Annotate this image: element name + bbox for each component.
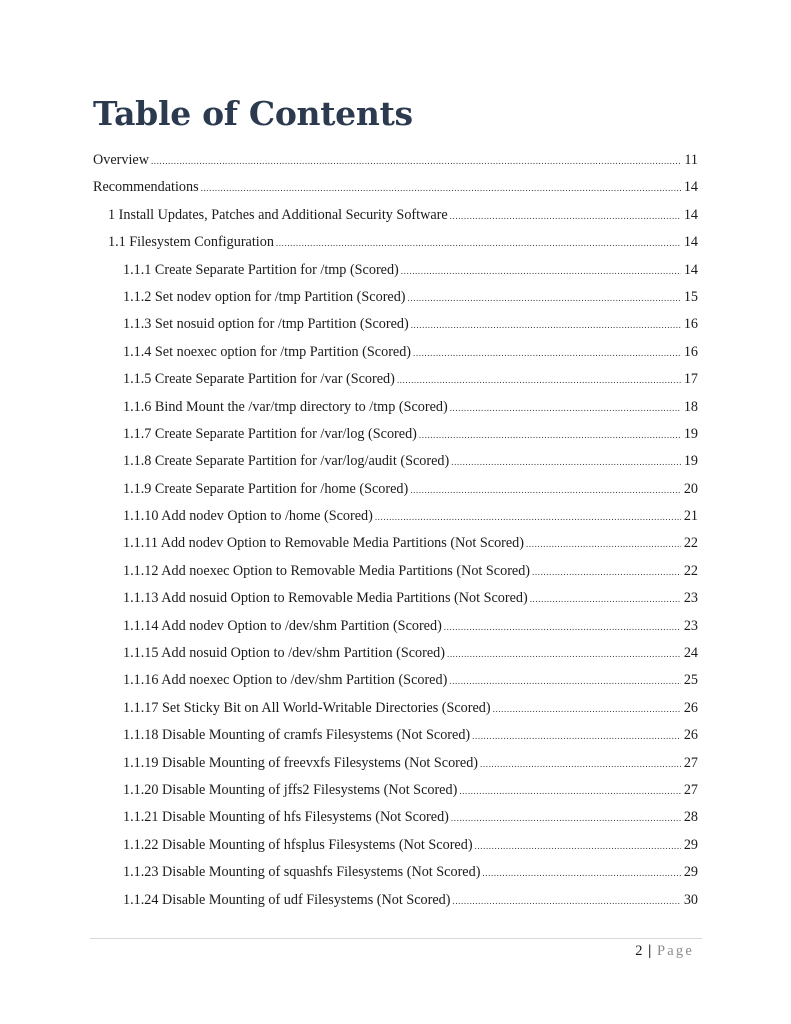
toc-entry-title: 1.1.20 Disable Mounting of jffs2 Filesystems (Not Scored) xyxy=(123,781,458,798)
toc-entry[interactable] xyxy=(93,202,698,229)
toc-entry[interactable] xyxy=(93,804,698,831)
toc-entry-page-number: 29 xyxy=(683,836,698,853)
toc-entry-page-number: 16 xyxy=(683,316,698,333)
toc-entry-title: 1.1 Filesystem Configuration xyxy=(108,234,274,251)
toc-entry-title: 1.1.22 Disable Mounting of hfsplus Filesystems (Not Scored) xyxy=(123,836,473,853)
toc-dot-leader xyxy=(451,449,681,476)
page-title: Table of Contents xyxy=(93,94,413,133)
toc-dot-leader xyxy=(493,696,681,723)
toc-dot-leader xyxy=(530,586,681,613)
footer-page-number: 2 xyxy=(635,943,643,959)
toc-entry-title: 1.1.8 Create Separate Partition for /var/log/audit (Scored) xyxy=(123,453,450,470)
toc-entry-title: 1.1.7 Create Separate Partition for /var/log (Scored) xyxy=(123,425,417,442)
toc-entry-title: Overview xyxy=(93,152,149,168)
toc-entry-page-number: 22 xyxy=(683,562,698,579)
toc-dot-leader xyxy=(408,285,681,312)
toc-entry-page-number: 14 xyxy=(683,206,698,223)
toc-entry-title: 1.1.12 Add noexec Option to Removable Media Partitions (Not Scored) xyxy=(123,562,531,579)
toc-entry-page-number: 16 xyxy=(683,343,698,360)
toc-dot-leader xyxy=(482,860,680,887)
toc-entry-page-number: 30 xyxy=(683,891,698,908)
toc-entry[interactable] xyxy=(93,777,698,804)
toc-entry-title: 1.1.3 Set nosuid option for /tmp Partition (Scored) xyxy=(123,316,409,333)
page-footer xyxy=(635,941,694,961)
toc-dot-leader xyxy=(419,422,681,449)
toc-entry-page-number: 27 xyxy=(683,754,698,771)
toc-entry[interactable] xyxy=(93,339,698,366)
toc-entry-page-number: 15 xyxy=(683,288,698,305)
toc-entry-page-number: 27 xyxy=(683,781,698,798)
toc-dot-leader xyxy=(397,367,681,394)
toc-entry-title: 1.1.16 Add noexec Option to /dev/shm Partition (Scored) xyxy=(123,672,448,689)
toc-entry[interactable] xyxy=(93,750,698,777)
toc-entry-title: 1.1.13 Add nosuid Option to Removable Media Partitions (Not Scored) xyxy=(123,590,528,607)
toc-entry[interactable] xyxy=(93,640,698,667)
toc-dot-leader xyxy=(475,833,681,860)
toc-entry-page-number: 21 xyxy=(683,508,698,525)
toc-dot-leader xyxy=(447,641,681,668)
toc-dot-leader xyxy=(526,531,681,558)
toc-dot-leader xyxy=(151,148,681,175)
footer-separator: | xyxy=(648,943,652,959)
toc-dot-leader xyxy=(276,230,681,257)
toc-entry-page-number: 23 xyxy=(683,590,698,607)
toc-entry-page-number: 14 xyxy=(683,179,698,196)
toc-entry-page-number: 20 xyxy=(683,480,698,497)
toc-entry-page-number: 14 xyxy=(683,261,698,278)
toc-entry-title: 1.1.6 Bind Mount the /var/tmp directory to /tmp (Scored) xyxy=(123,398,448,415)
toc-entry[interactable] xyxy=(93,366,698,393)
toc-entry-page-number: 19 xyxy=(683,425,698,442)
toc-entry-title: 1.1.15 Add nosuid Option to /dev/shm Partition (Scored) xyxy=(123,645,445,662)
toc-entry-title: 1.1.4 Set noexec option for /tmp Partition (Scored) xyxy=(123,343,412,360)
toc-entry-title: 1.1.1 Create Separate Partition for /tmp (Scored) xyxy=(123,261,399,278)
toc-entry[interactable] xyxy=(93,394,698,421)
toc-dot-leader xyxy=(411,312,681,339)
toc-entry-title: 1.1.21 Disable Mounting of hfs Filesystems (Not Scored) xyxy=(123,809,449,826)
toc-entry-title: 1.1.23 Disable Mounting of squashfs Filesystems (Not Scored) xyxy=(123,864,481,881)
toc-dot-leader xyxy=(450,395,681,422)
toc-dot-leader xyxy=(449,668,681,695)
toc-entry[interactable] xyxy=(93,147,698,174)
toc-entry-title: 1.1.11 Add nodev Option to Removable Media Partitions (Not Scored) xyxy=(123,535,525,552)
toc-dot-leader xyxy=(452,888,680,915)
toc-dot-leader xyxy=(451,805,681,832)
toc-entry-page-number: 29 xyxy=(683,864,698,881)
toc-dot-leader xyxy=(472,723,681,750)
toc-entry[interactable] xyxy=(93,667,698,694)
toc-dot-leader xyxy=(532,559,681,586)
toc-entry-title: 1.1.14 Add nodev Option to /dev/shm Partition (Scored) xyxy=(123,617,442,634)
toc-entry[interactable] xyxy=(93,695,698,722)
toc-entry-title: 1.1.24 Disable Mounting of udf Filesystems (Not Scored) xyxy=(123,891,451,908)
toc-entry[interactable] xyxy=(93,859,698,886)
toc-entry-page-number: 23 xyxy=(683,617,698,634)
toc-entry[interactable] xyxy=(93,476,698,503)
table-of-contents xyxy=(93,147,698,914)
toc-entry-title: 1.1.18 Disable Mounting of cramfs Filesystems (Not Scored) xyxy=(123,727,471,744)
toc-entry-title: 1.1.9 Create Separate Partition for /home (Scored) xyxy=(123,480,409,497)
toc-dot-leader xyxy=(201,175,681,202)
toc-entry[interactable] xyxy=(93,613,698,640)
toc-entry-page-number: 28 xyxy=(683,809,698,826)
toc-entry-page-number: 19 xyxy=(683,453,698,470)
toc-entry[interactable] xyxy=(93,722,698,749)
toc-entry-page-number: 14 xyxy=(683,234,698,251)
toc-entry-page-number: 22 xyxy=(683,535,698,552)
toc-entry[interactable] xyxy=(93,229,698,256)
toc-entry-title: 1.1.10 Add nodev Option to /home (Scored) xyxy=(123,508,373,525)
toc-entry-page-number: 26 xyxy=(683,699,698,716)
toc-entry[interactable] xyxy=(93,284,698,311)
toc-entry[interactable] xyxy=(93,257,698,284)
toc-entry-title: 1 Install Updates, Patches and Additional Security Software xyxy=(108,206,448,223)
toc-dot-leader xyxy=(480,751,681,778)
toc-entry[interactable] xyxy=(93,174,698,201)
toc-entry[interactable] xyxy=(93,832,698,859)
toc-entry[interactable] xyxy=(93,448,698,475)
toc-entry-title: 1.1.2 Set nodev option for /tmp Partition (Scored) xyxy=(123,288,406,305)
toc-entry[interactable] xyxy=(93,530,698,557)
toc-entry-page-number: 11 xyxy=(684,152,698,168)
toc-entry-title: 1.1.19 Disable Mounting of freevxfs Filesystems (Not Scored) xyxy=(123,754,479,771)
toc-entry-page-number: 17 xyxy=(683,371,698,388)
toc-dot-leader xyxy=(375,504,681,531)
toc-entry-page-number: 26 xyxy=(683,727,698,744)
footer-page-label: Page xyxy=(657,943,694,959)
toc-entry[interactable] xyxy=(93,887,698,914)
toc-entry[interactable] xyxy=(93,421,698,448)
toc-entry-page-number: 25 xyxy=(683,672,698,689)
toc-entry[interactable] xyxy=(93,503,698,530)
toc-dot-leader xyxy=(459,778,681,805)
toc-dot-leader xyxy=(450,203,681,230)
toc-entry-page-number: 24 xyxy=(683,645,698,662)
toc-entry-title: 1.1.17 Set Sticky Bit on All World-Writable Directories (Scored) xyxy=(123,699,491,716)
toc-dot-leader xyxy=(413,340,681,367)
toc-entry[interactable] xyxy=(93,585,698,612)
toc-entry-page-number: 18 xyxy=(683,398,698,415)
toc-entry-title: Recommendations xyxy=(93,179,199,196)
toc-dot-leader xyxy=(444,614,681,641)
toc-entry-title: 1.1.5 Create Separate Partition for /var (Scored) xyxy=(123,371,395,388)
toc-dot-leader xyxy=(401,258,681,285)
toc-entry[interactable] xyxy=(93,558,698,585)
toc-dot-leader xyxy=(410,477,681,504)
toc-entry[interactable] xyxy=(93,311,698,338)
footer-divider xyxy=(90,938,702,939)
